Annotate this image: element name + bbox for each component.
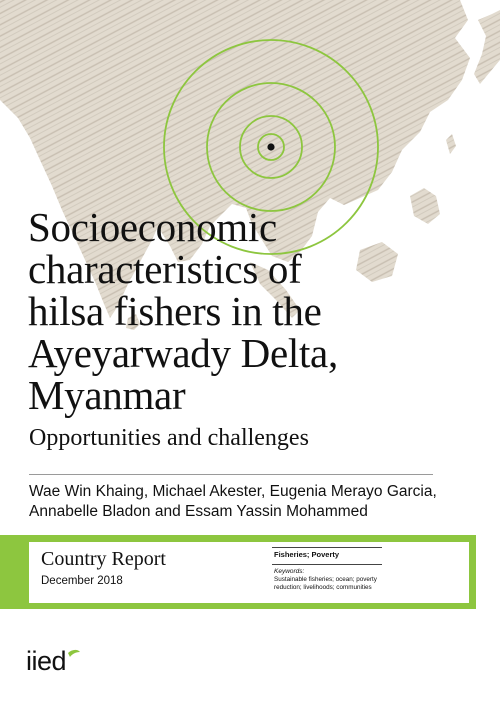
divider-line	[29, 474, 433, 475]
keywords-line: Sustainable fisheries; ocean; poverty	[274, 576, 377, 583]
keywords-line: reduction; livelihoods; communities	[274, 584, 372, 591]
title-line: Socioeconomic	[28, 204, 277, 250]
report-type: Country Report	[41, 548, 166, 570]
report-subtitle: Opportunities and challenges	[29, 425, 309, 451]
title-line: Myanmar	[28, 372, 186, 418]
keywords-top-rule	[272, 547, 382, 548]
landmass-japan	[474, 10, 500, 84]
authors	[29, 482, 469, 522]
logo-text: iied	[26, 646, 67, 676]
iied-logo-icon	[26, 646, 86, 686]
keywords-heading: Keywords:	[274, 568, 305, 575]
title-line: Ayeyarwady Delta,	[28, 330, 338, 376]
keywords-mid-rule	[272, 564, 382, 565]
landmass-taiwan	[446, 134, 456, 154]
authors-line: Wae Win Khaing, Michael Akester, Eugenia Merayo Garcia,	[29, 483, 437, 500]
title-line: characteristics of	[28, 246, 302, 292]
report-title	[28, 206, 468, 416]
report-date: December 2018	[41, 575, 123, 587]
topics: Fisheries; Poverty	[274, 550, 340, 559]
title-line: hilsa fishers in the	[28, 288, 322, 334]
keywords-text	[274, 576, 464, 592]
authors-line: Annabelle Bladon and Essam Yassin Mohammed	[29, 503, 368, 520]
